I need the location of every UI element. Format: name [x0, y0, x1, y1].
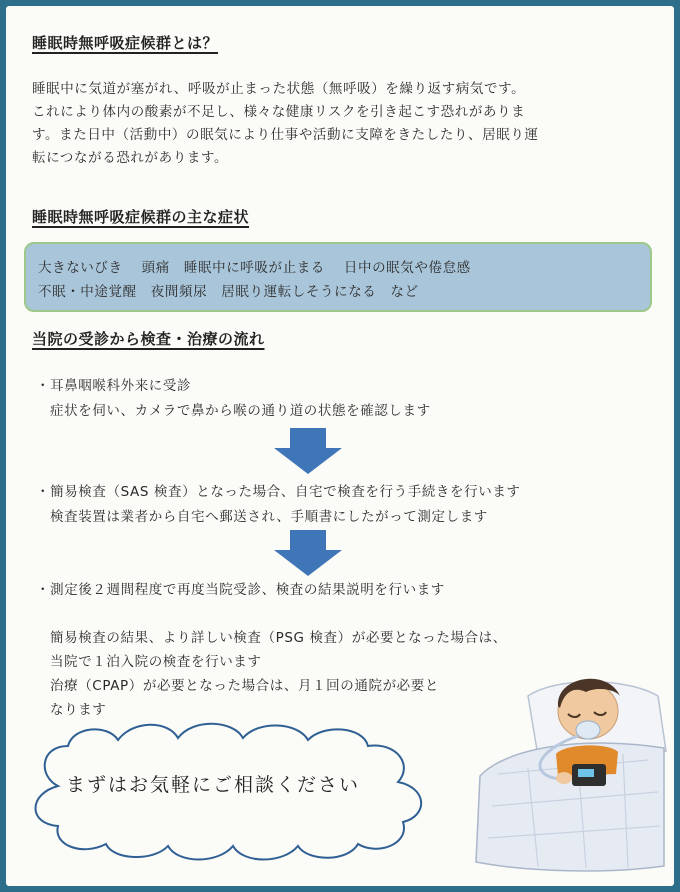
section-heading-what-is-sas: 睡眠時無呼吸症候群とは？ [32, 34, 219, 52]
section-heading-symptoms: 睡眠時無呼吸症候群の主な症状 [32, 208, 250, 226]
flow-step-1: ・耳鼻咽喉科外来に受診 症状を伺い、カメラで鼻から喉の通り道の状態を確認します [36, 378, 431, 419]
down-arrow-icon [272, 428, 344, 476]
sleeping-patient-illustration [468, 656, 668, 876]
symptoms-box: 大きないびき 頭痛 睡眠中に呼吸が止まる 日中の眠気や倦怠感 不眠・中途覚醒 夜間頻尿 居眠り運転しそうになる など [24, 242, 652, 312]
flow-step-2: ・簡易検査（SAS 検査）となった場合、自宅で検査を行う手続きを行います 検査装置は業者から自宅へ郵送され、手順書にしたがって測定します [36, 484, 521, 525]
definition-paragraph: 睡眠中に気道が塞がれ、呼吸が止まった状態（無呼吸）を繰り返す病気です。 これにより体内の酸素が不足し、様々な健康リスクを引き起こす恐れがありま す。また日中（活動中）の眠気により仕事や活動に支障をきたしたり、居眠り運 転につながる恐れがあります。 [32, 81, 539, 166]
consultation-message: まずはお気軽にご相談ください [66, 774, 361, 796]
section-heading-flow: 当院の受診から検査・治療の流れ [32, 330, 265, 348]
flow-step-3: ・測定後２週間程度で再度当院受診、検査の結果説明を行います [36, 582, 445, 598]
further-exam-note: 簡易検査の結果、より詳しい検査（PSG 検査）が必要となった場合は、 当院で１泊入院の検査を行います 治療（CPAP）が必要となった場合は、月１回の通院が必要と なります [50, 630, 507, 718]
down-arrow-icon [272, 530, 344, 578]
page [6, 6, 674, 886]
